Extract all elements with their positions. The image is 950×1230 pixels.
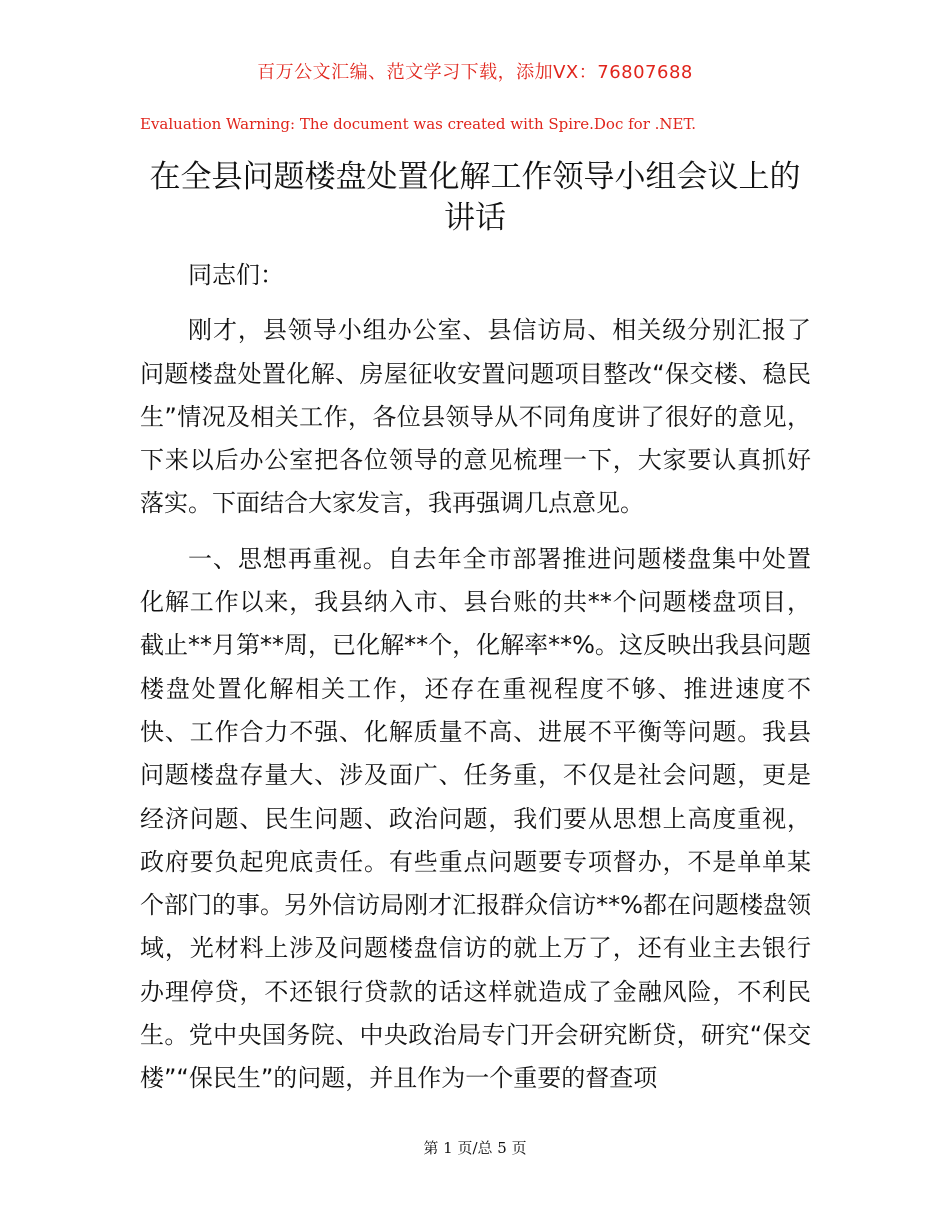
page-number: 第 1 页/总 5 页 — [423, 1139, 527, 1157]
header-banner: 百万公文汇编、范文学习下载，添加VX：76807688 — [257, 62, 693, 83]
paragraph-section-one: 一、思想再重视。自去年全市部署推进问题楼盘集中处置化解工作以来，我县纳入市、县台账的共**个问题楼盘项目，截止**月第**周，已化解**个，化解率**%。这反映出我县问题楼盘处置化解相关工作，还存在重视程度不够、推进速度不快、工作合力不强、化解质量不高、进展不平衡等问题。我县问题楼盘存量大、涉及面广、任务重，不仅是社会问题，更是经济问题、民生问题、政治问题，我们要从思想上高度重视，政府要负起兜底责任。有些重点问题要专项督办，不是单单某个部门的事。另外信访局刚才汇报群众信访**%都在问题楼盘领域，光材料上涉及问题楼盘信访的就上万了，还有业主去银行办理停贷，不还银行贷款的话这样就造成了金融风险，不利民生。党中央国务院、中央政治局专门开会研究断贷，研究“保交楼”“保民生”的问题，并且作为一个重要的督查项 — [140, 544, 811, 1093]
document-title: 在全县问题楼盘处置化解工作领导小组会议上的讲话 — [149, 159, 801, 236]
salutation: 同志们： — [188, 261, 284, 289]
document-body — [140, 254, 811, 1113]
paragraph-intro: 刚才，县领导小组办公室、县信访局、相关级分别汇报了问题楼盘处置化解、房屋征收安置问题项目整改“保交楼、稳民生”情况及相关工作，各位县领导从不同角度讲了很好的意见，下来以后办公室把各位领导的意见梳理一下，大家要认真抓好落实。下面结合大家发言，我再强调几点意见。 — [140, 316, 811, 518]
evaluation-warning: Evaluation Warning: The document was created with Spire.Doc for .NET. — [140, 115, 697, 133]
